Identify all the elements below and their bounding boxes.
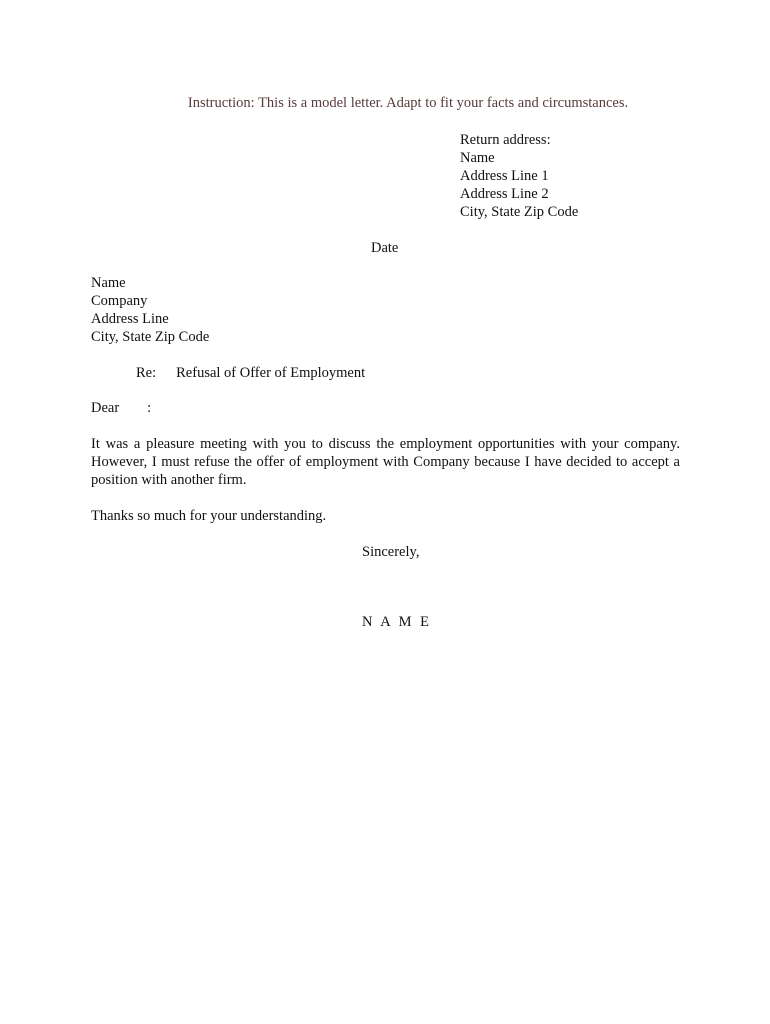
instruction-note: Instruction: This is a model letter. Adapt to fit your facts and circumstances. <box>187 95 629 111</box>
return-address-city-state-zip: City, State Zip Code <box>460 204 579 220</box>
re-line <box>136 364 365 382</box>
return-address-line1: Address Line 1 <box>460 168 549 184</box>
recipient-address: Address Line <box>91 311 169 327</box>
return-address-heading: Return address: <box>460 132 551 148</box>
return-address-name: Name <box>460 150 495 166</box>
recipient-block <box>91 274 209 346</box>
salutation-colon: : <box>147 400 152 416</box>
body-paragraph: It was a pleasure meeting with you to discuss the employment opportunities with your company. However, I must refuse the offer of employment with Company because I have decided to accept a position with another firm. <box>91 436 680 488</box>
letter-date: Date <box>371 240 399 256</box>
salutation-word: Dear <box>91 400 120 416</box>
signature-name: N A M E <box>362 614 432 630</box>
return-address-block <box>460 131 578 221</box>
thanks-paragraph: Thanks so much for your understanding. <box>91 508 327 524</box>
recipient-company: Company <box>91 293 148 309</box>
return-address-line2: Address Line 2 <box>460 186 549 202</box>
re-subject: Refusal of Offer of Employment <box>176 365 366 381</box>
recipient-name: Name <box>91 275 126 291</box>
closing: Sincerely, <box>362 544 420 560</box>
salutation <box>91 399 151 417</box>
recipient-city-state-zip: City, State Zip Code <box>91 329 210 345</box>
re-label: Re: <box>136 365 157 381</box>
